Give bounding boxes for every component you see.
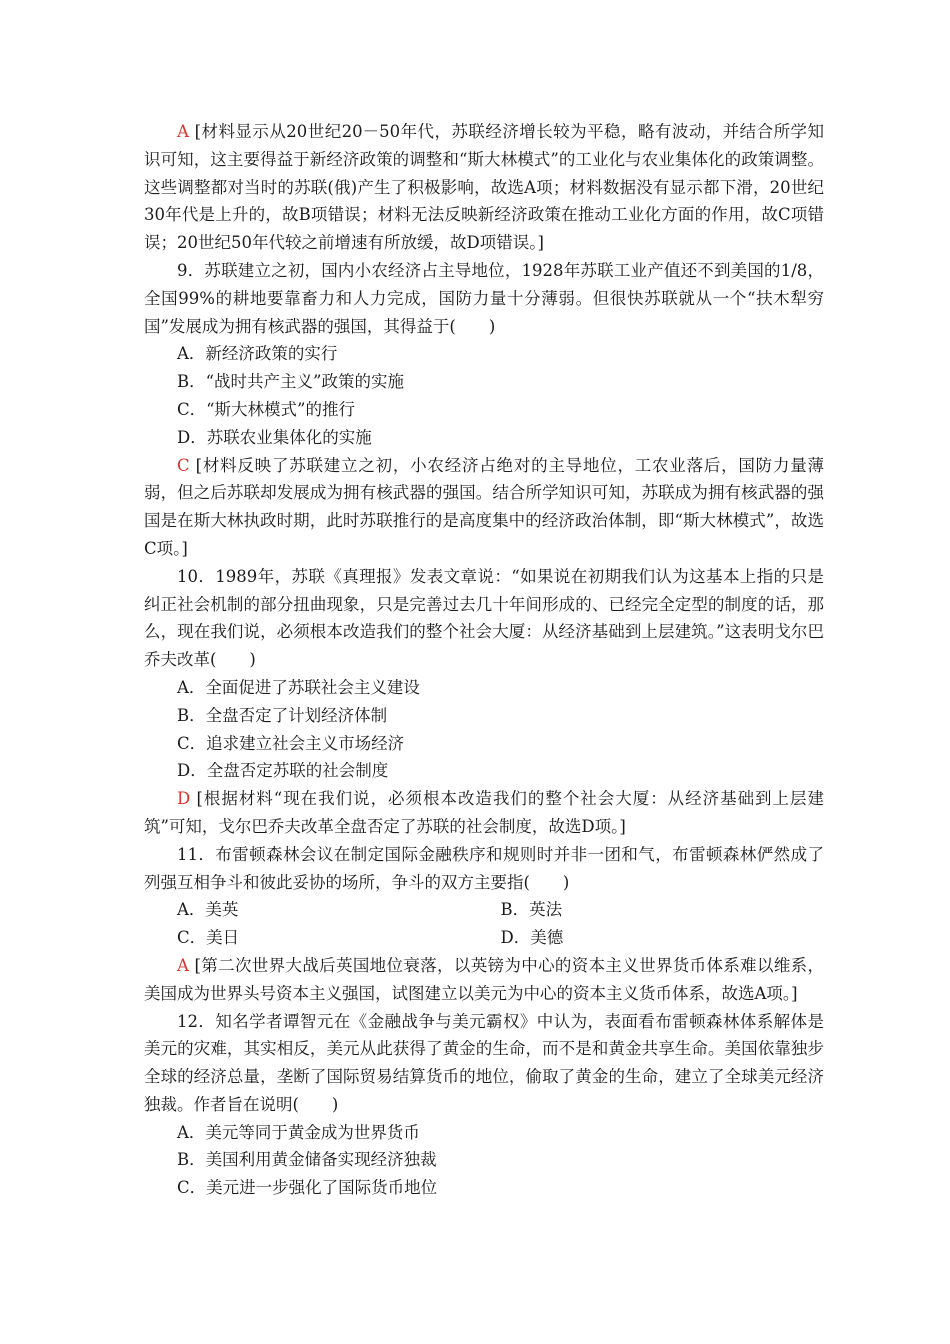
answer-explanation-9 — [144, 452, 824, 563]
option-b: B．“战时共产主义”政策的实施 — [177, 372, 404, 392]
explanation-text: [根据材料“现在我们说，必须根本改造我们的整个社会大厦：从经济基础到上层建筑”可知，戈尔巴乔夫改革全盘否定了苏联的社会制度，故选D项。] — [144, 789, 824, 836]
option-c: C．追求建立社会主义市场经济 — [177, 733, 405, 753]
option-d: D．全盘否定苏联的社会制度 — [177, 761, 389, 781]
answer-letter: C — [177, 455, 190, 475]
explanation-text: [第二次世界大战后英国地位衰落，以英镑为中心的资本主义世界货币体系难以维系，美国成为世界头号资本主义强国，试图建立以美元为中心的资本主义货币体系，故选A项。] — [144, 955, 824, 1003]
option-b: B．美国利用黄金储备实现经济独裁 — [177, 1150, 437, 1170]
option-a: A．美英 — [177, 900, 239, 920]
option-a: A．美元等同于黄金成为世界货币 — [177, 1122, 420, 1142]
option-b: B．全盘否定了计划经济体制 — [177, 705, 388, 725]
option-a: A．新经济政策的实行 — [177, 344, 338, 364]
explanation-text: [材料显示从20世纪20－50年代，苏联经济增长较为平稳，略有波动，并结合所学知识可知，这主要得益于新经济政策的调整和“斯大林模式”的工业化与农业集体化的政策调整。这些调整都对当时的苏联(俄)产生了积极影响，故选A项；材料数据没有显示都下滑，20世纪30年代是上升的，故B项错误；材料无法反映新经济政策在推动工业化方面的作用，故C项错误；20世纪50年代较之前增速有所放缓，故D项错误。] — [144, 122, 824, 253]
question-10: 10．1989年，苏联《真理报》发表文章说：“如果说在初期我们认为这基本上指的只是纠正社会机制的部分扭曲现象，只是完善过去几十年间形成的、已经完全定型的制度的话，那么，现在我们说，必须根本改造我们的整个社会大厦：从经济基础到上层建筑。”这表明戈尔巴乔夫改革( ) — [144, 566, 824, 670]
option-row-cd — [144, 924, 824, 952]
option-d: D．苏联农业集体化的实施 — [177, 427, 372, 447]
option-c: C．美日 — [177, 928, 240, 948]
option-b: B．英法 — [500, 900, 563, 920]
answer-explanation-10 — [144, 785, 824, 841]
answer-letter: D — [177, 789, 191, 809]
document-body — [144, 118, 824, 1202]
option-a: A．全面促进了苏联社会主义建设 — [177, 677, 420, 697]
explanation-text: [材料反映了苏联建立之初，小农经济占绝对的主导地位，工农业落后，国防力量薄弱，但之后苏联却发展成为拥有核武器的强国。结合所学知识可知，苏联成为拥有核武器的强国是在斯大林执政时期，此时苏联推行的是高度集中的经济政治体制，即“斯大林模式”，故选C项。] — [144, 455, 824, 558]
question-11: 11．布雷顿森林会议在制定国际金融秩序和规则时并非一团和气，布雷顿森林俨然成了列强互相争斗和彼此妥协的场所，争斗的双方主要指( ) — [144, 844, 824, 892]
answer-explanation-8 — [144, 118, 824, 257]
answer-letter: A — [177, 955, 189, 975]
question-12: 12．知名学者谭智元在《金融战争与美元霸权》中认为，表面看布雷顿森林体系解体是美元的灾难，其实相反，美元从此获得了黄金的生命，而不是和黄金共享生命。美国依靠独步全球的经济总量，垄断了国际贸易结算货币的地位，偷取了黄金的生命，建立了全球美元经济独裁。作者旨在说明( ) — [144, 1011, 824, 1114]
option-c: C．美元进一步强化了国际货币地位 — [177, 1178, 438, 1198]
answer-explanation-11 — [144, 952, 824, 1008]
option-row-ab — [144, 896, 824, 924]
question-9: 9．苏联建立之初，国内小农经济占主导地位，1928年苏联工业产值还不到美国的1/8，全国99%的耕地要靠畜力和人力完成，国防力量十分薄弱。但很快苏联就从一个“扶木犁穷国”发展成为拥有核武器的强国，其得益于( ) — [144, 260, 824, 336]
option-d: D．美德 — [500, 928, 564, 948]
answer-letter: A — [177, 122, 189, 141]
option-c: C．“斯大林模式”的推行 — [177, 399, 355, 419]
